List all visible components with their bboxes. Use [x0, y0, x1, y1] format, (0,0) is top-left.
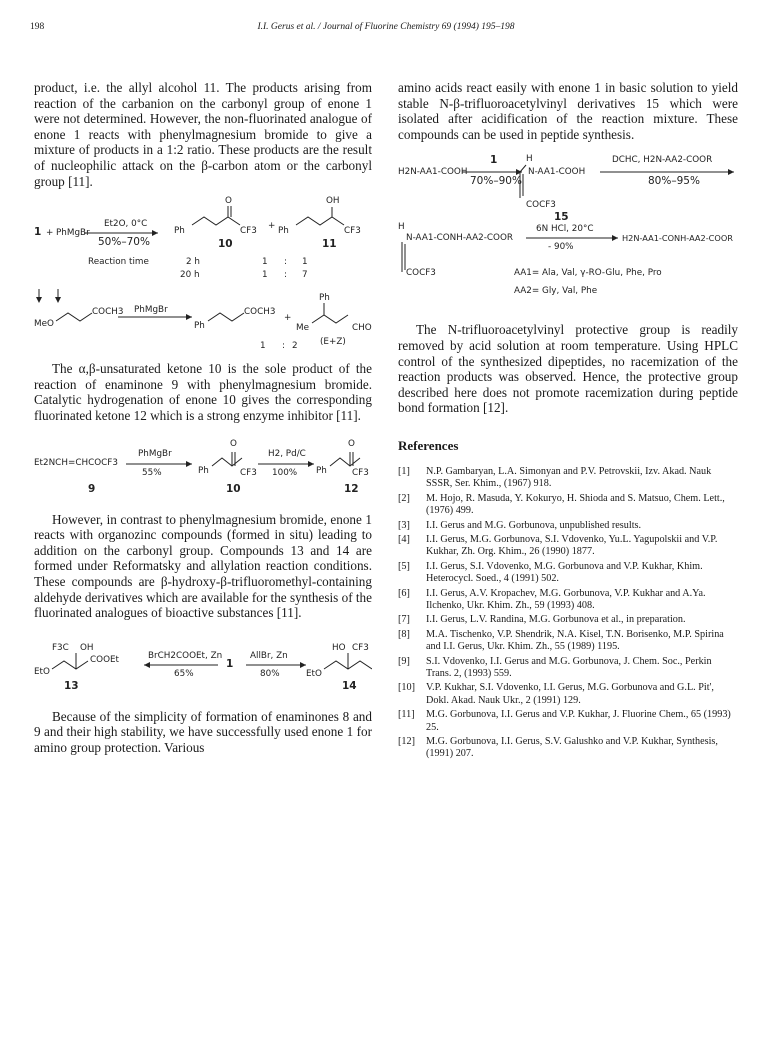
scheme5-trifluoroacetyl-b: COCF3 — [406, 268, 436, 279]
paragraph-amino-acids: amino acids react easily with enone 1 in basic solution to yield stable N-β-trifluoroacetylvinyl derivatives 15 which were isolated after acidification of the reaction mixture. These compounds can be used in peptide synthesis. — [398, 80, 738, 142]
reference-text: M. Hojo, R. Masuda, Y. Kokuryo, H. Shioda and S. Matsuo, Chem. Lett., (1976) 499. — [426, 492, 725, 517]
scheme4-trifluoromethyl: F3C — [52, 642, 69, 653]
scheme4-reagent-a: BrCH2COOEt, Zn — [148, 650, 223, 661]
running-head — [30, 22, 742, 38]
reference-item — [398, 466, 738, 491]
scheme3-compound-12: 12 — [344, 482, 359, 495]
scheme5-arrow2-yield: 80%–95% — [648, 175, 700, 188]
scheme3-yield-a: 55% — [142, 467, 162, 478]
scheme5-arrow3-conditions: 6N HCl, 20°C — [536, 224, 594, 235]
scheme1-compound-10: 10 — [218, 238, 233, 251]
scheme5-amino-acid-a: N-AA1-COOH — [528, 167, 586, 178]
scheme1-reagent: PhMgBr — [56, 228, 90, 239]
reference-number: [4] — [398, 533, 410, 545]
reference-text: V.P. Kukhar, S.I. Vdovenko, I.I. Gerus, M.G. Gorbunova and G.L. Pit', Dokl. Akad. Nauk Ukr., 2 (1991) 129. — [426, 682, 714, 706]
scheme3-yield-b: 100% — [272, 467, 298, 478]
reference-item — [398, 561, 738, 586]
scheme5-dipeptide-protected: N-AA1-CONH-AA2-COOR — [406, 233, 514, 244]
scheme2-aldehyde: CHO — [352, 323, 372, 334]
scheme4-yield-b: 80% — [260, 668, 280, 679]
scheme-non-fluorinated-analogue — [34, 287, 372, 357]
scheme1-cf3-b: CF3 — [344, 226, 361, 237]
scheme1-reaction-time-label: Reaction time — [88, 257, 149, 268]
scheme1-oxygen-a: O — [225, 196, 232, 207]
scheme4-ethoxy-b: EtO — [306, 668, 322, 679]
scheme1-plus-2: + — [268, 221, 276, 232]
scheme5-arrow2-reagents: DCHC, H2N-AA2-COOR — [612, 155, 713, 166]
scheme1-time-20h: 20 h — [180, 270, 200, 281]
scheme3-reagent-b: H2, Pd/C — [268, 448, 306, 459]
scheme4-compound-13: 13 — [64, 679, 79, 692]
reference-text: M.G. Gorbunova, I.I. Gerus, S.V. Galushko and V.P. Kukhar, Synthesis, (1991) 207. — [426, 736, 718, 760]
scheme1-conditions-yield: 50%–70% — [98, 236, 150, 249]
scheme2-plus: + — [284, 313, 292, 324]
scheme5-arrow3-yield: - 90% — [548, 242, 574, 253]
reference-text: M.A. Tischenko, V.P. Shendrik, N.A. Kisel, T.N. Borisenko, M.P. Spirina and I.I. Gerus, Ukr. Khim. Zh., 55 (1989) 1195. — [426, 628, 724, 653]
scheme5-hydrogen-a: H — [526, 154, 533, 165]
reference-number: [5] — [398, 560, 410, 572]
scheme4-reagent-b: AllBr, Zn — [250, 650, 288, 661]
reference-text: I.I. Gerus, S.I. Vdovenko, M.G. Gorbunova and V.P. Kukhar, Khim. Heterocycl. Soed., 4 (1991) 502. — [426, 560, 703, 585]
scheme2-methyl: Me — [296, 323, 310, 334]
scheme1-plus-1: + — [46, 228, 54, 239]
reference-item — [398, 614, 738, 626]
scheme2-ratio-left: 1 — [260, 341, 266, 352]
scheme1-ratio-a-right: 1 — [302, 257, 308, 268]
scheme3-ph-b: Ph — [316, 465, 327, 476]
scheme3-cf3-b: CF3 — [352, 467, 369, 478]
scheme5-arrow1-yield: 70%–90% — [470, 175, 522, 188]
scheme2-acetyl-a: COCH3 — [92, 307, 124, 318]
scheme1-compound-11: 11 — [322, 238, 337, 251]
paragraph-amino-protection: Because of the simplicity of formation of enaminones 8 and 9 and their high stability, we have successfully used enone 1 for amino group protection. Various — [34, 708, 372, 755]
reference-item — [398, 656, 738, 681]
scheme4-cf3: CF3 — [352, 642, 369, 653]
paragraph-unsaturated-ketone: The α,β-unsaturated ketone 10 is the sole product of the reaction of enaminone 9 with phenylmagnesium bromide. Catalytic hydrogenation of enone 10 gives the corresponding fluorinated ketone 12 which is a strong enzyme inhibitor [11]. — [34, 361, 372, 423]
reference-text: I.I. Gerus, L.V. Randina, M.G. Gorbunova et al., in preparation. — [426, 614, 686, 626]
scheme4-yield-a: 65% — [174, 668, 194, 679]
scheme5-arrow1-enone: 1 — [490, 154, 498, 167]
scheme5-aa1-definition: AA1= Ala, Val, γ-RO-Glu, Phe, Pro — [514, 268, 662, 279]
scheme-phenylmagnesium-addition — [34, 196, 372, 283]
scheme3-ph-a: Ph — [198, 465, 209, 476]
reference-item — [398, 709, 738, 734]
scheme3-reagent-a: PhMgBr — [138, 448, 172, 459]
reference-text: I.I. Gerus, M.G. Gorbunova, S.I. Vdovenko, Yu.L. Yagupolskii and V.P. Kukhar, Zh. Org. Khim., 26 (1990) 1877. — [426, 533, 718, 558]
reference-number: [10] — [398, 682, 415, 694]
reference-item — [398, 629, 738, 654]
scheme5-aa2-definition: AA2= Gly, Val, Phe — [514, 286, 598, 297]
scheme2-acetyl-b: COCH3 — [244, 307, 276, 318]
scheme-organozinc-addition — [34, 639, 372, 697]
scheme2-ph-a: Ph — [194, 321, 205, 332]
reference-number: [12] — [398, 736, 415, 748]
scheme2-isomers: (E+Z) — [320, 337, 346, 348]
scheme3-reactant: Et2NCH=CHCOCF3 — [34, 457, 118, 468]
scheme1-cf3-a: CF3 — [240, 226, 257, 237]
scheme1-hydroxyl-b: OH — [326, 196, 340, 207]
scheme4-enone-1: 1 — [226, 657, 234, 670]
references-list — [398, 466, 738, 761]
reference-number: [6] — [398, 587, 410, 599]
scheme1-reactant-1: 1 — [34, 226, 42, 239]
reference-item — [398, 588, 738, 613]
scheme1-ratio-b-colon: : — [284, 270, 287, 281]
scheme4-ethoxy-a: EtO — [34, 666, 50, 677]
scheme3-oxygen-a: O — [230, 438, 237, 449]
scheme2-reagent: PhMgBr — [134, 305, 168, 316]
reference-number: [8] — [398, 628, 410, 640]
scheme1-ph-a: Ph — [174, 226, 185, 237]
scheme3-compound-9: 9 — [88, 482, 96, 495]
scheme2-ratio-colon: : — [282, 341, 285, 352]
scheme4-hydroxyl: OH — [80, 642, 94, 653]
scheme1-ratio-a-left: 1 — [262, 257, 268, 268]
scheme4-compound-14: 14 — [342, 679, 357, 692]
reference-text: I.I. Gerus and M.G. Gorbunova, unpublished results. — [426, 519, 642, 531]
reference-text: S.I. Vdovenko, I.I. Gerus and M.G. Gorbunova, J. Chem. Soc., Perkin Trans. 2, (1993) 559. — [426, 655, 712, 680]
journal-citation-line: I.I. Gerus et al. / Journal of Fluorine Chemistry 69 (1994) 195–198 — [257, 22, 515, 32]
page-number: 198 — [30, 22, 45, 32]
reference-number: [1] — [398, 465, 410, 477]
paragraph-organozinc: However, in contrast to phenylmagnesium bromide, enone 1 reacts with organozinc compounds (formed in situ) leading to addition on the carbonyl group. Compounds 13 and 14 are formed under Reformatsky and allylation reaction conditions. These compounds are β-hydroxy-β-trifluoromethyl-containing aldehyde derivatives which are available for the synthesis of the fluorinated analogues of bioactive substances [11]. — [34, 511, 372, 621]
right-column — [398, 80, 738, 763]
scheme1-ratio-b-right: 7 — [302, 270, 308, 281]
scheme-enaminone-to-ketone — [34, 438, 372, 502]
scheme1-ratio-a-colon: : — [284, 257, 287, 268]
scheme-peptide-synthesis — [398, 150, 738, 300]
reference-item — [398, 534, 738, 559]
reference-item — [398, 493, 738, 518]
reference-number: [9] — [398, 655, 410, 667]
scheme5-compound-15: 15 — [554, 211, 569, 224]
references-heading: References — [398, 437, 459, 453]
reference-text: N.P. Gambaryan, L.A. Simonyan and P.V. Petrovskii, Izv. Akad. Nauk SSSR, Ser. Khim., (1967) 918. — [426, 465, 712, 490]
scheme5-trifluoroacetyl-a: COCF3 — [526, 200, 556, 211]
scheme5-reactant: H2N-AA1-COOH — [398, 167, 468, 178]
scheme5-hydrogen-b: H — [398, 222, 405, 233]
scheme1-conditions-solvent: Et2O, 0°C — [104, 219, 148, 230]
reference-item — [398, 682, 738, 707]
scheme4-hydroxyl-b: HO — [332, 642, 346, 653]
reference-item — [398, 520, 738, 532]
paragraph-protective-group-removal: The N-trifluoroacetylvinyl protective group is readily removed by acid solution at room temperature. Using HPLC control of the synthesized dipeptides, no racemization of the reaction products was observed. Hence, the protective group described here does not promote racemization during peptide bond formation [12]. — [398, 322, 738, 416]
scheme4-ester: COOEt — [90, 654, 119, 665]
paragraph-allyl-alcohol: product, i.e. the allyl alcohol 11. The products arising from reaction of the carbanion on the carbonyl group of enone 1 were not determined. However, the non-fluorinated analogue of enone 1 reacts with phenylmagnesium bromide to give a mixture of products in a 1:2 ratio. These products are the result of nucleophilic attack on the β-carbon atom or the carbonyl group [11]. — [34, 80, 372, 189]
reference-number: [7] — [398, 614, 410, 626]
scheme5-dipeptide-product: H2N-AA1-CONH-AA2-COOR — [622, 233, 733, 244]
reference-number: [11] — [398, 709, 415, 721]
scheme3-oxygen-b: O — [348, 438, 355, 449]
reference-text: M.G. Gorbunova, I.I. Gerus and V.P. Kukhar, J. Fluorine Chem., 65 (1993) 25. — [426, 709, 731, 733]
reference-number: [2] — [398, 492, 410, 504]
left-column — [34, 80, 372, 755]
scheme2-methoxy: MeO — [34, 319, 54, 330]
reference-number: [3] — [398, 519, 410, 531]
scheme1-ratio-b-left: 1 — [262, 270, 268, 281]
reference-item — [398, 736, 738, 761]
scheme3-compound-10: 10 — [226, 482, 241, 495]
scheme2-ratio-right: 2 — [292, 341, 298, 352]
scheme3-cf3-a: CF3 — [240, 467, 257, 478]
reference-text: I.I. Gerus, A.V. Kropachev, M.G. Gorbunova, V.P. Kukhar and A.Ya. Ilchenko, Ukr. Khim. Zh., 59 (1993) 408. — [426, 587, 706, 611]
scheme1-ph-b: Ph — [278, 226, 289, 237]
scheme1-time-2h: 2 h — [186, 257, 200, 268]
scheme2-ph-b: Ph — [319, 293, 330, 304]
